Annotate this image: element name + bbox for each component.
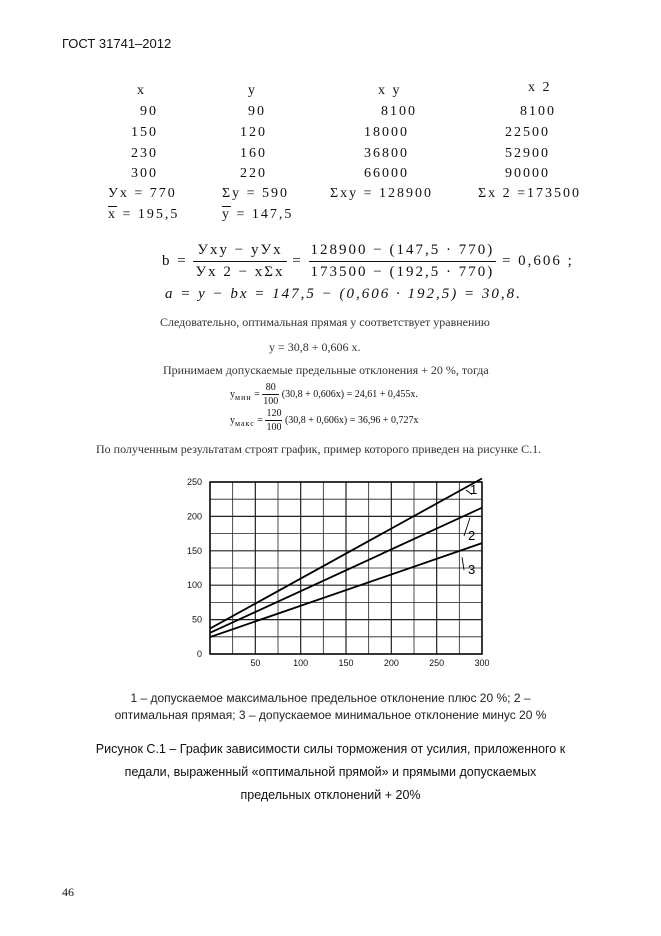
equation-ymin [230,382,418,407]
text-deviations: Принимаем допускаемые предельные отклонения + 20 %, тогда [163,363,489,377]
chart-legend-line-2: оптимальная прямая; 3 – допускаемое минимальное отклонение минус 20 % [114,708,547,722]
ymax-sub: макс [235,418,255,428]
cell: 66000 [364,166,409,181]
series-label-2: 2 [468,528,476,543]
cell: 8100 [520,104,556,119]
cell: 300 [131,166,158,181]
y-tick-label: 100 [186,580,202,591]
ymax-frac [265,408,282,433]
cell: 22500 [505,125,550,140]
chart-legend-line-1: 1 – допускаемое максимальное предельное отклонение плюс 20 %; 2 – [130,691,531,705]
cell: 52900 [505,146,550,161]
cell: 150 [131,125,158,140]
ymin-rest: (30,8 + 0,606x) = 24,61 + 0,455x. [281,388,418,400]
cell: 220 [240,166,267,181]
text-optimal-line: Следовательно, оптимальная прямая у соответствует уравнению [160,315,490,329]
cell: 90000 [505,166,550,181]
series-label-1: 1 [470,482,478,497]
x-tick-label: 200 [383,658,399,668]
cell: 90 [140,104,158,119]
ymin-sym: = [254,388,260,400]
col-header-y: y [248,83,257,98]
col-header-xy: x y [378,83,402,98]
ymin-y: y [230,388,235,400]
equation-a: a = y − bx = 147,5 − (0,606 · 192,5) = 30,8. [165,286,522,302]
eq-b-num1: Уxy − yУx [193,242,286,262]
mean-x: $\overline{x} = 195,5$ [108,207,180,222]
eq-b-result: = 0,606 ; [501,252,574,269]
cell: 120 [240,125,267,140]
ymax-rest: (30,8 + 0,606x) = 36,96 + 0,727x [284,414,419,426]
y-tick-label: 150 [186,545,202,556]
ymin-den: 100 [263,396,279,407]
ymin-num: 80 [262,382,279,395]
eq-b-equals: = [292,252,303,269]
series-label-3: 3 [468,562,476,577]
x-tick-label: 100 [293,658,309,668]
eq-b-lhs: b = [162,252,188,269]
y-tick-label: 0 [196,649,202,659]
text-chart-intro: По полученным результатам строят график, пример которого приведен на рисунке С.1. [96,442,542,456]
figure-caption-line-3: предельных отклонений + 20% [240,788,421,802]
eq-b-den2: 173500 − (192,5 · 770) [310,264,495,280]
y-tick-label: 250 [186,477,202,487]
chart-figure-c1 [170,470,510,682]
page-header: ГОСТ 31741–2012 [62,36,172,51]
x-tick-label: 300 [474,658,490,668]
sum-x: Уx = 770 [108,186,177,201]
ymax-y: y [230,414,235,426]
mean-y: $\overline{y} = 147,5$ [222,207,294,222]
y-tick-label: 200 [186,511,202,522]
cell: 160 [240,146,267,161]
figure-caption-line-2: педали, выраженный «оптимальной прямой» и прямыми допускаемых [124,765,537,779]
col-header-x2: x 2 [528,80,552,95]
page-number: 46 [62,885,74,899]
cell: 18000 [364,125,409,140]
x-tick-label: 250 [429,658,445,668]
equation-b [162,242,574,281]
cell: 36800 [364,146,409,161]
equation-ymax [230,408,419,433]
sum-y: Σy = 590 [222,186,290,201]
ymin-sub: мин [235,392,252,402]
ymax-num: 120 [266,408,282,419]
ymax-den: 100 [266,422,282,433]
x-tick-label: 50 [250,658,261,668]
cell: 230 [131,146,158,161]
eq-b-frac2 [309,242,497,281]
cell: 90 [248,104,266,119]
sum-xy: Σxy = 128900 [330,186,434,201]
ymin-frac [262,382,279,407]
eq-b-num2: 128900 − (147,5 · 770) [309,242,497,262]
figure-caption-line-1: Рисунок С.1 – График зависимости силы торможения от усилия, приложенного к [95,742,566,756]
col-header-x: x [137,83,146,98]
eq-b-frac1 [193,242,286,281]
y-tick-label: 50 [191,614,202,625]
cell: 8100 [381,104,417,119]
x-tick-label: 150 [338,658,354,668]
sum-x2: Σx 2 =173500 [478,186,582,201]
eq-b-den1: Уx 2 − xΣx [195,264,285,280]
text-optimal-equation: у = 30,8 + 0,606 х. [269,340,361,354]
ymax-sym: = [257,414,263,426]
